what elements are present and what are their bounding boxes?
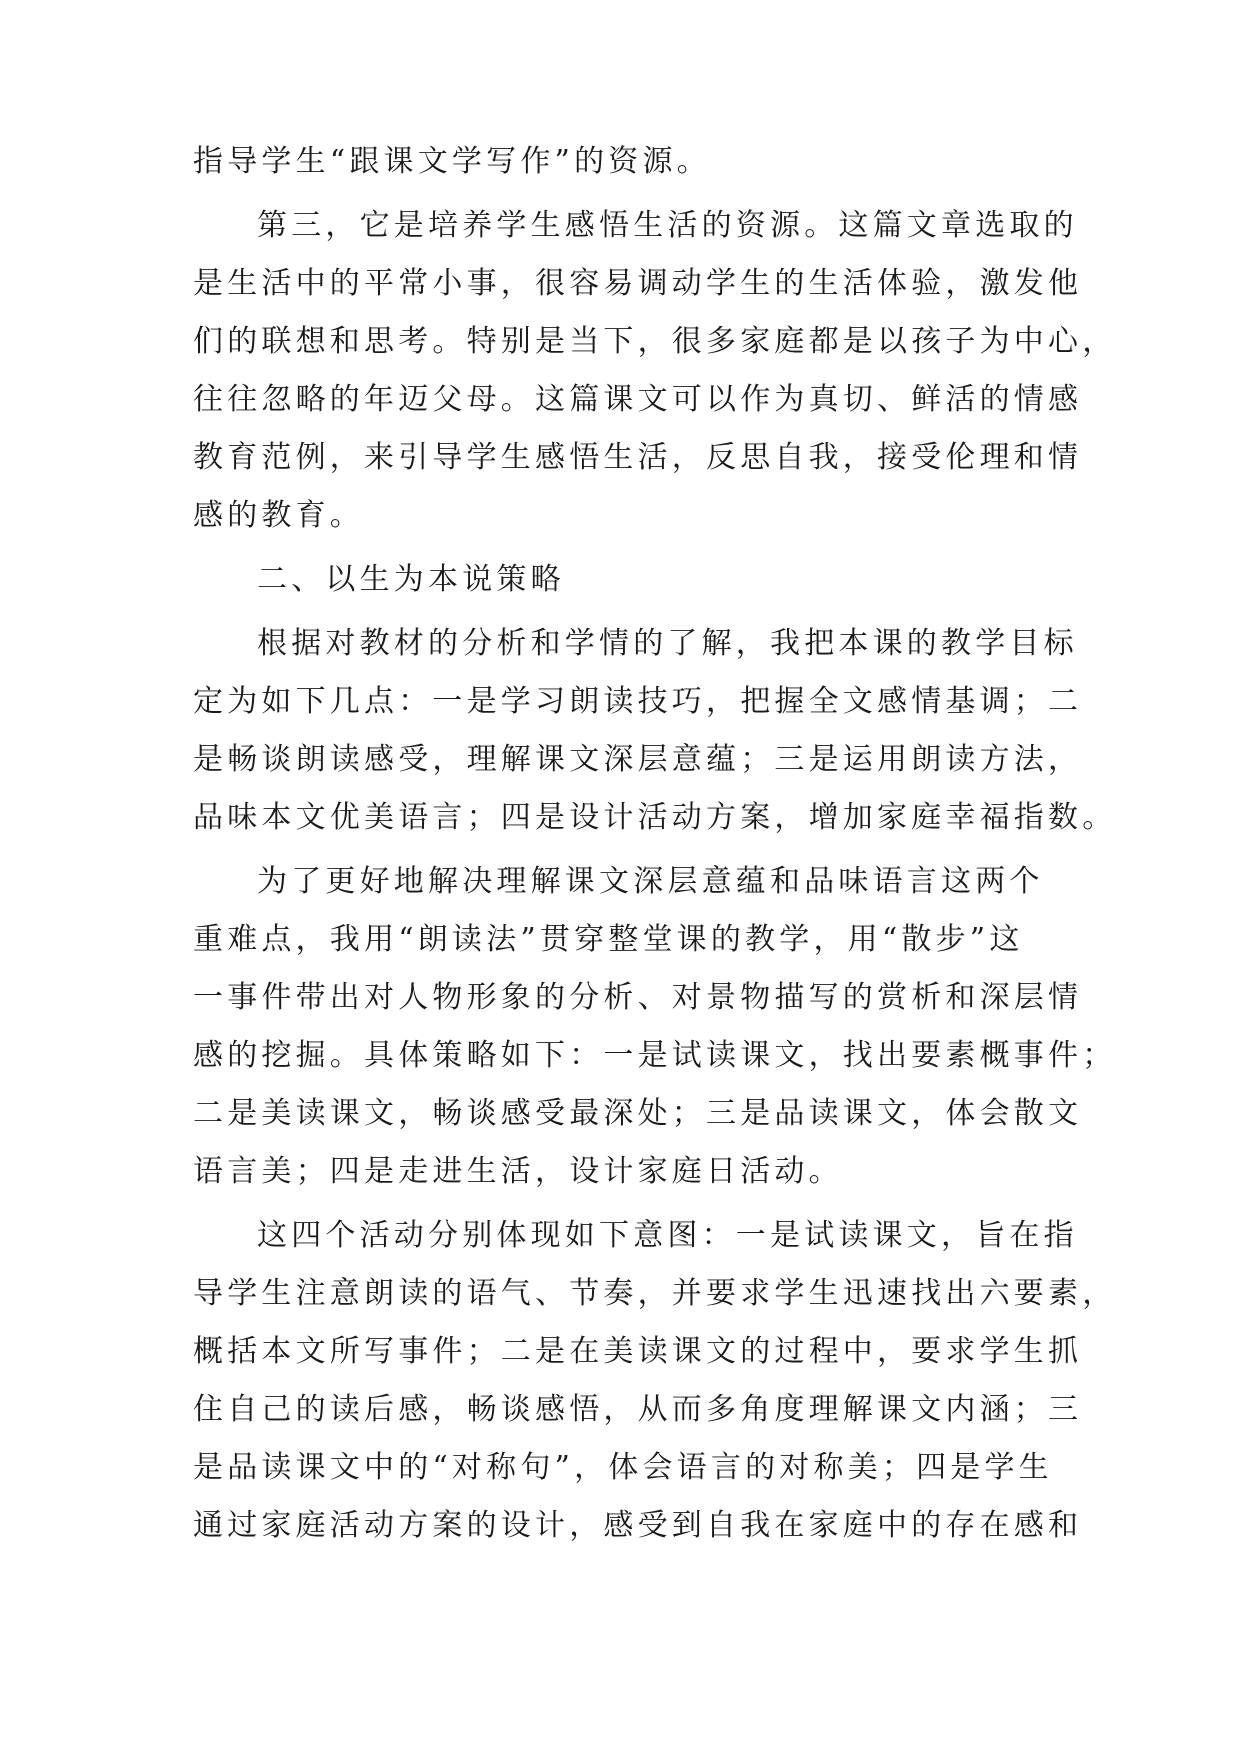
text-line: 是品读课文中的“对称句”，体会语言的对称美；四是学生 <box>193 1450 1053 1485</box>
text-line: 品味本文优美语言；四是设计活动方案，增加家庭幸福指数。 <box>193 800 1117 835</box>
text-line: 语言美；四是走进生活，设计家庭日活动。 <box>193 1154 843 1189</box>
text-line: 感的挖掘。具体策略如下：一是试读课文，找出要素概事件； <box>193 1038 1117 1073</box>
text-line: 住自己的读后感，畅谈感悟，从而多角度理解课文内涵；三 <box>193 1392 1083 1427</box>
body-text <box>193 133 1117 1555</box>
text-line: 这四个活动分别体现如下意图：一是试读课文，旨在指 <box>257 1218 1078 1253</box>
text-line: 是畅谈朗读感受，理解课文深层意蕴；三是运用朗读方法， <box>193 742 1083 777</box>
text-line: 是生活中的平常小事，很容易调动学生的生活体验，激发他 <box>193 266 1083 301</box>
text-line: 第三，它是培养学生感悟生活的资源。这篇文章选取的 <box>257 208 1078 243</box>
text-line: 重难点，我用“朗读法”贯穿整堂课的教学，用“散步”这 <box>193 922 1024 957</box>
text-line: 导学生注意朗读的语气、节奏，并要求学生迅速找出六要素， <box>193 1276 1117 1311</box>
text-line: 定为如下几点：一是学习朗读技巧，把握全文感情基调；二 <box>193 684 1083 719</box>
text-line: 一事件带出对人物形象的分析、对景物描写的赏析和深层情 <box>193 980 1083 1015</box>
text-line: 通过家庭活动方案的设计，感受到自我在家庭中的存在感和 <box>193 1508 1083 1543</box>
text-line: 为了更好地解决理解课文深层意蕴和品味语言这两个 <box>257 864 1044 899</box>
text-line: 们的联想和思考。特别是当下，很多家庭都是以孩子为中心， <box>193 324 1117 359</box>
section-heading: 二、以生为本说策略 <box>257 562 565 597</box>
text-line: 指导学生“跟课文学写作”的资源。 <box>193 144 711 179</box>
text-line: 概括本文所写事件；二是在美读课文的过程中，要求学生抓 <box>193 1334 1083 1369</box>
text-line: 教育范例，来引导学生感悟生活，反思自我，接受伦理和情 <box>193 440 1083 475</box>
text-line: 感的教育。 <box>193 498 364 533</box>
text-line: 根据对教材的分析和学情的了解，我把本课的教学目标 <box>257 626 1078 661</box>
text-line: 二是美读课文，畅谈感受最深处；三是品读课文，体会散文 <box>193 1096 1083 1131</box>
text-line: 往往忽略的年迈父母。这篇课文可以作为真切、鲜活的情感 <box>193 382 1083 417</box>
